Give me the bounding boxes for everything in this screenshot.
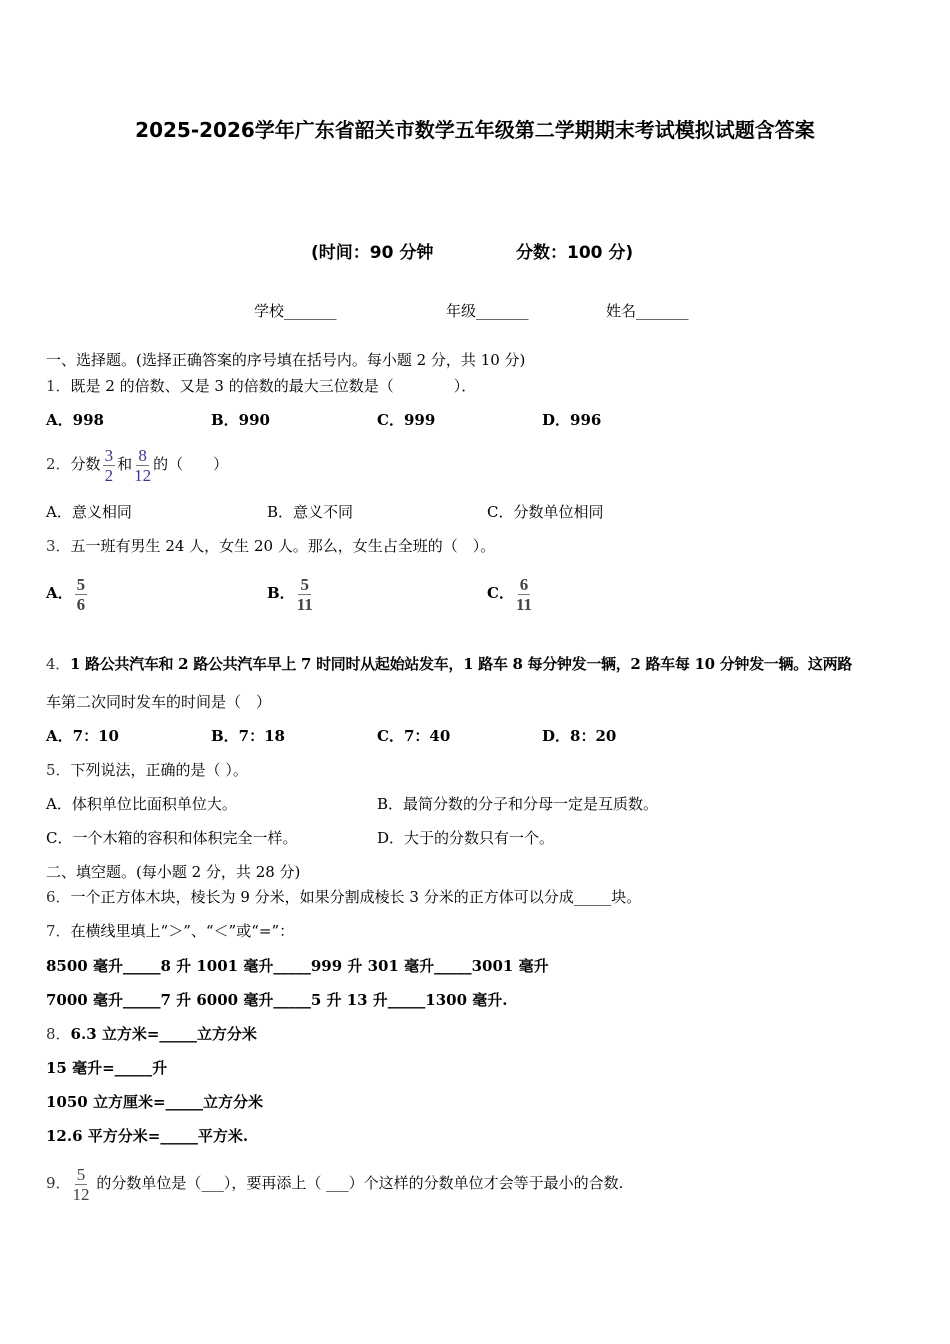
- question-text: 在横线里填上“＞”、“＜”或“=”：: [70, 922, 295, 940]
- question-text: 的（ ）: [153, 455, 229, 473]
- option-c: C．7：40: [377, 727, 451, 745]
- option-a: A．体积单位比面积单位大。: [46, 795, 237, 813]
- question-3: [46, 536, 495, 556]
- denominator: 11: [515, 594, 533, 614]
- question-text: 分数: [70, 455, 101, 473]
- fraction: [103, 446, 116, 485]
- exam-score: 分数：100 分): [516, 243, 634, 263]
- question-2: [46, 441, 228, 487]
- question-text: 6.3 立方米=_____立方分米: [70, 1025, 257, 1043]
- question-7-line-2: 7000 毫升_____7 升 6000 毫升_____5 升 13 升_____1300 毫升.: [46, 991, 508, 1009]
- exam-time: (时间：90 分钟: [311, 243, 434, 263]
- question-6: [46, 887, 641, 907]
- option-d: D．8：20: [542, 727, 617, 745]
- question-text: 的分数单位是（___），要再添上（ ___）个这样的分数单位才会等于最小的合数.: [96, 1174, 624, 1192]
- numerator: 3: [104, 445, 114, 465]
- section-1-heading: 一、选择题。(选择正确答案的序号填在括号内。每小题 2 分，共 10 分): [46, 351, 526, 369]
- question-text: 既是 2 的倍数、又是 3 的倍数的最大三位数是（ ）．: [70, 377, 477, 395]
- option-b: B．最简分数的分子和分母一定是互质数。: [377, 795, 659, 813]
- numerator: 5: [300, 574, 309, 594]
- option-b: [267, 570, 315, 616]
- option-b: B．7：18: [211, 727, 285, 745]
- option-c: C．分数单位相同: [487, 503, 604, 521]
- option-c: C．一个木箱的容积和体积完全一样。: [46, 829, 298, 847]
- question-1: [46, 376, 476, 396]
- denominator: 6: [76, 594, 86, 614]
- school-field: 学校_______: [254, 302, 337, 320]
- option-a: A．7：10: [46, 727, 119, 745]
- denominator: 2: [104, 465, 114, 485]
- option-d: D．大于的分数只有一个。: [377, 829, 555, 847]
- fraction: [73, 1165, 90, 1204]
- question-text: 一个正方体木块，棱长为 9 分米，如果分割成棱长 3 分米的正方体可以分成_____块。: [70, 888, 642, 906]
- question-number: 8．: [46, 1025, 71, 1043]
- question-number: 3．: [46, 537, 71, 555]
- option-b: B．990: [211, 411, 270, 429]
- question-number: 1．: [46, 377, 71, 395]
- name-field: 姓名_______: [606, 302, 689, 320]
- option-label: A．: [46, 584, 73, 602]
- question-text: 和: [117, 455, 133, 473]
- option-d: D．996: [542, 411, 602, 429]
- numerator: 5: [76, 574, 86, 594]
- question-text: 五一班有男生 24 人，女生 20 人。那么，女生占全班的（ ）。: [70, 537, 496, 555]
- question-number: 9．: [46, 1174, 71, 1192]
- question-7: [46, 921, 294, 941]
- option-label: C．: [487, 584, 514, 602]
- question-text: 下列说法，正确的是（ ）。: [70, 761, 248, 779]
- numerator: 6: [519, 574, 529, 594]
- question-text: 1 路公共汽车和 2 路公共汽车早上 7 时同时从起始站发车，1 路车 8 每分钟发一辆，2 路车每 10 分钟发一辆。这两路: [69, 655, 852, 673]
- option-a: A．998: [46, 411, 104, 429]
- denominator: 11: [296, 594, 313, 614]
- option-c: C．999: [377, 411, 436, 429]
- question-number: 7．: [46, 922, 71, 940]
- fraction: [75, 575, 88, 614]
- question-8-line-4: 12.6 平方分米=_____平方米.: [46, 1127, 249, 1145]
- option-a: A．意义相同: [46, 503, 132, 521]
- option-a: [46, 570, 89, 616]
- question-5: [46, 760, 248, 780]
- question-8-line-2: 15 毫升=_____升: [46, 1059, 168, 1077]
- option-label: B．: [267, 584, 295, 602]
- question-number: 6．: [46, 888, 71, 906]
- fraction: [134, 446, 151, 485]
- grade-field: 年级_______: [446, 302, 529, 320]
- fraction: [297, 575, 313, 614]
- question-9: [46, 1160, 623, 1206]
- option-b: B．意义不同: [267, 503, 354, 521]
- question-4: [46, 654, 852, 674]
- option-c: [487, 570, 534, 616]
- numerator: 8: [138, 445, 147, 465]
- question-4-cont: 车第二次同时发车的时间是（ ）: [46, 693, 272, 711]
- question-number: 2．: [46, 455, 71, 473]
- section-2-heading: 二、填空题。(每小题 2 分，共 28 分): [46, 863, 301, 881]
- page-title: 2025-2026学年广东省韶关市数学五年级第二学期期末考试模拟试题含答案: [135, 118, 815, 142]
- question-7-line-1: 8500 毫升_____8 升 1001 毫升_____999 升 301 毫升_____3001 毫升: [46, 957, 549, 975]
- question-8: [46, 1024, 257, 1044]
- numerator: 5: [76, 1164, 86, 1184]
- denominator: 12: [72, 1184, 90, 1204]
- fraction: [516, 575, 532, 614]
- question-8-line-3: 1050 立方厘米=_____立方分米: [46, 1093, 264, 1111]
- denominator: 12: [134, 465, 152, 485]
- question-number: 4．: [46, 655, 70, 673]
- question-number: 5．: [46, 761, 71, 779]
